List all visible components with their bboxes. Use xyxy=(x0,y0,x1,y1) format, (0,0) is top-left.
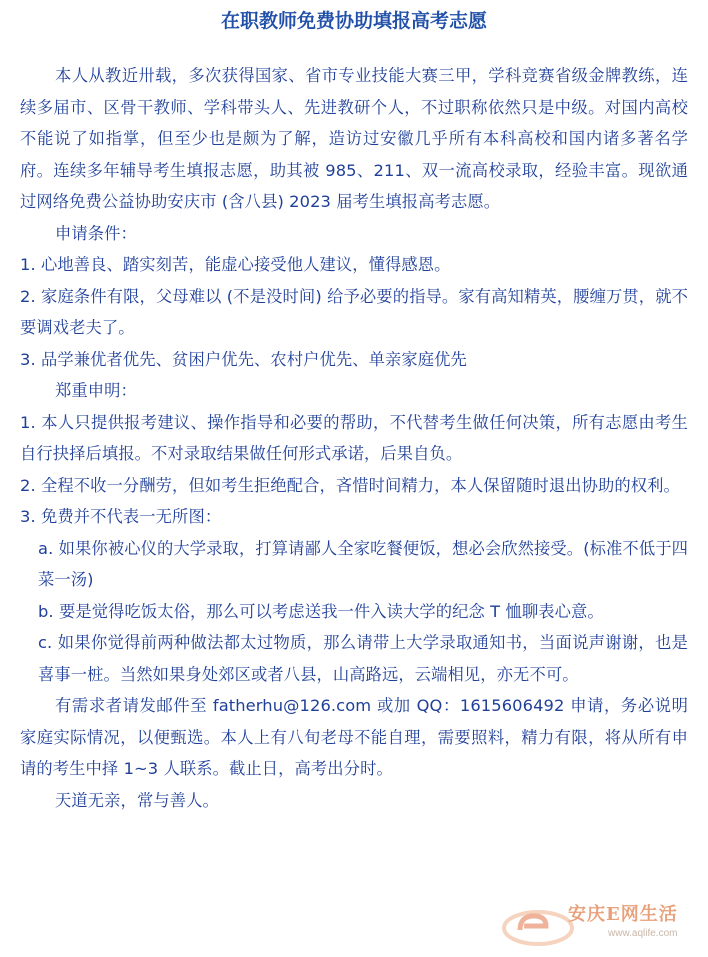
site-watermark xyxy=(498,896,698,951)
statement-subitem: a. 如果你被心仪的大学录取，打算请鄙人全家吃餐便饭，想必会欣然接受。(标准不低于四菜一汤) xyxy=(38,538,688,589)
condition-item: 1. 心地善良、踏实刻苦，能虚心接受他人建议，懂得感恩。 xyxy=(20,255,451,274)
statement-subitem: b. 要是觉得吃饭太俗，那么可以考虑送我一件入读大学的纪念 T 恤聊表心意。 xyxy=(38,601,604,621)
condition-item: 2. 家庭条件有限，父母难以 (不是没时间) 给予必要的指导。家有高知精英，腰缠万贯，就不要调戏老夫了。 xyxy=(20,286,688,337)
watermark-text: 安庆E网生活 xyxy=(568,904,678,925)
statement-heading: 郑重申明： xyxy=(55,381,137,400)
statement-item: 2. 全程不收一分酬劳，但如考生拒绝配合，吝惜时间精力，本人保留随时退出协助的权利。 xyxy=(20,475,680,495)
conditions-heading: 申请条件： xyxy=(55,223,137,243)
page-title: 在职教师免费协助填报高考志愿 xyxy=(220,10,487,32)
e-logo-icon xyxy=(498,896,578,951)
watermark-url: www.aqlife.com xyxy=(608,928,678,939)
closing-line: 天道无亲，常与善人。 xyxy=(55,790,219,810)
condition-item: 3. 品学兼优者优先、贫困户优先、农村户优先、单亲家庭优先 xyxy=(20,349,467,369)
contact-paragraph: 有需求者请发邮件至 fatherhu@126.com 或加 QQ：1615606492 申请，务必说明家庭实际情况，以便甄选。本人上有八旬老母不能自理，需要照料，精力有限，将从所有申请的考生中择 1~3 人联系。截止日，高考出分时。 xyxy=(20,696,688,778)
intro-paragraph: 本人从教近卅载，多次获得国家、省市专业技能大赛三甲，学科竞赛省级金牌教练，连续多届市、区骨干教师、学科带头人、先进教研个人，不过职称依然只是中级。对国内高校不能说了如指掌，但至少也是颇为了解，造访过安徽几乎所有本科高校和国内诸多著名学府。连续多年辅导考生填报志愿，助其被 985、211、双一流高校录取，经验丰富。现欲通过网络免费公益协助安庆市 (含八县) 2023 届考生填报高考志愿。 xyxy=(20,66,688,211)
statement-item: 1. 本人只提供报考建议、操作指导和必要的帮助，不代替考生做任何决策，所有志愿由考生自行抉择后填报。不对录取结果做任何形式承诺，后果自负。 xyxy=(20,412,688,463)
statement-subitem: c. 如果你觉得前两种做法都太过物质，那么请带上大学录取通知书，当面说声谢谢，也是喜事一桩。当然如果身处郊区或者八县，山高路远，云端相见，亦无不可。 xyxy=(38,633,688,684)
statement-item: 3. 免费并不代表一无所图： xyxy=(20,507,222,526)
